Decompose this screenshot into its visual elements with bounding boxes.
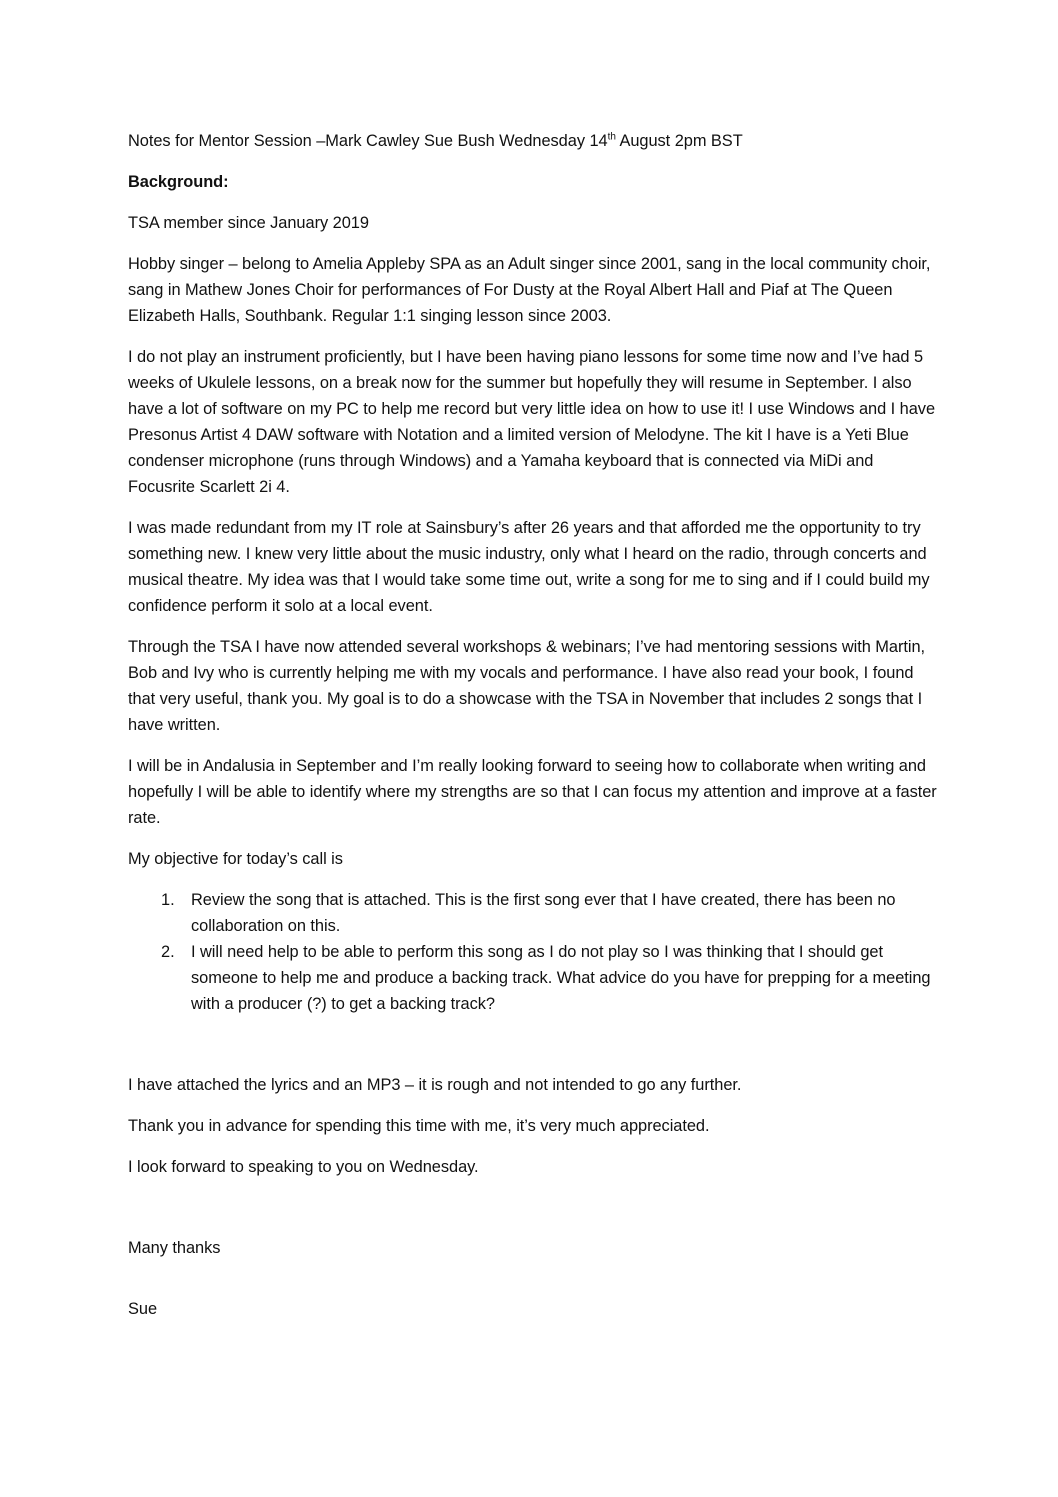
attachment-note: I have attached the lyrics and an MP3 – it is rough and not intended to go any further. <box>128 1076 742 1094</box>
look-forward-line: I look forward to speaking to you on Wednesday. <box>128 1158 479 1176</box>
document-body <box>128 128 940 1322</box>
list-item <box>128 939 940 1017</box>
signature: Sue <box>128 1300 158 1318</box>
list-item <box>128 887 940 939</box>
list-item-number: 2. <box>161 943 175 961</box>
tsa-paragraph: Through the TSA I have now attended several workshops & webinars; I’ve had mentoring sessions with Martin, Bob and Ivy who is currently helping me with my vocals and performance. I have also read your book, I found that very useful, thank you. My goal is to do a showcase with the TSA in November that includes 2 songs that I have written. <box>128 638 926 734</box>
title-superscript: th <box>607 131 616 143</box>
title-text: Notes for Mentor Session –Mark Cawley Sue Bush Wednesday 14 <box>128 132 608 150</box>
hobby-paragraph: Hobby singer – belong to Amelia Appleby SPA as an Adult singer since 2001, sang in the local community choir, sang in Mathew Jones Choir for performances of For Dusty at the Royal Albert Hall and Piaf at The Queen Elizabeth Halls, Southbank. Regular 1:1 singing lesson since 2003. <box>128 255 931 325</box>
many-thanks-line: Many thanks <box>128 1239 221 1257</box>
list-item-number: 1. <box>161 891 175 909</box>
title-text-end: August 2pm BST <box>615 132 743 150</box>
document-title <box>128 128 940 154</box>
background-heading: Background: <box>128 173 229 191</box>
objective-intro: My objective for today’s call is <box>128 850 343 868</box>
andalusia-paragraph: I will be in Andalusia in September and I’m really looking forward to seeing how to collaborate when writing and hopefully I will be able to identify where my strengths are so that I can focus my attention and improve at a faster rate. <box>128 757 937 827</box>
instrument-paragraph: I do not play an instrument proficiently, but I have been having piano lessons for some time now and I’ve had 5 weeks of Ukulele lessons, on a break now for the summer but hopefully they will resume in September. I also have a lot of software on my PC to help me record but very little idea on how to use it! I use Windows and I have Presonus Artist 4 DAW software with Notation and a limited version of Melodyne. The kit I have is a Yeti Blue condenser microphone (runs through Windows) and a Yamaha keyboard that is connected via MiDi and Focusrite Scarlett 2i 4. <box>128 348 936 496</box>
membership-paragraph: TSA member since January 2019 <box>128 214 369 232</box>
thank-you-line: Thank you in advance for spending this time with me, it’s very much appreciated. <box>128 1117 710 1135</box>
list-item-text: Review the song that is attached. This is the first song ever that I have created, there has been no collaboration on this. <box>191 891 896 935</box>
redundancy-paragraph: I was made redundant from my IT role at Sainsbury’s after 26 years and that afforded me the opportunity to try something new. I knew very little about the music industry, only what I heard on the radio, through concerts and musical theatre. My idea was that I would take some time out, write a song for me to sing and if I could build my confidence perform it solo at a local event. <box>128 519 930 615</box>
objectives-list <box>128 887 940 1017</box>
list-item-text: I will need help to be able to perform this song as I do not play so I was thinking that I should get someone to help me and produce a backing track. What advice do you have for prepping for a meeting with a producer (?) to get a backing track? <box>191 943 931 1013</box>
